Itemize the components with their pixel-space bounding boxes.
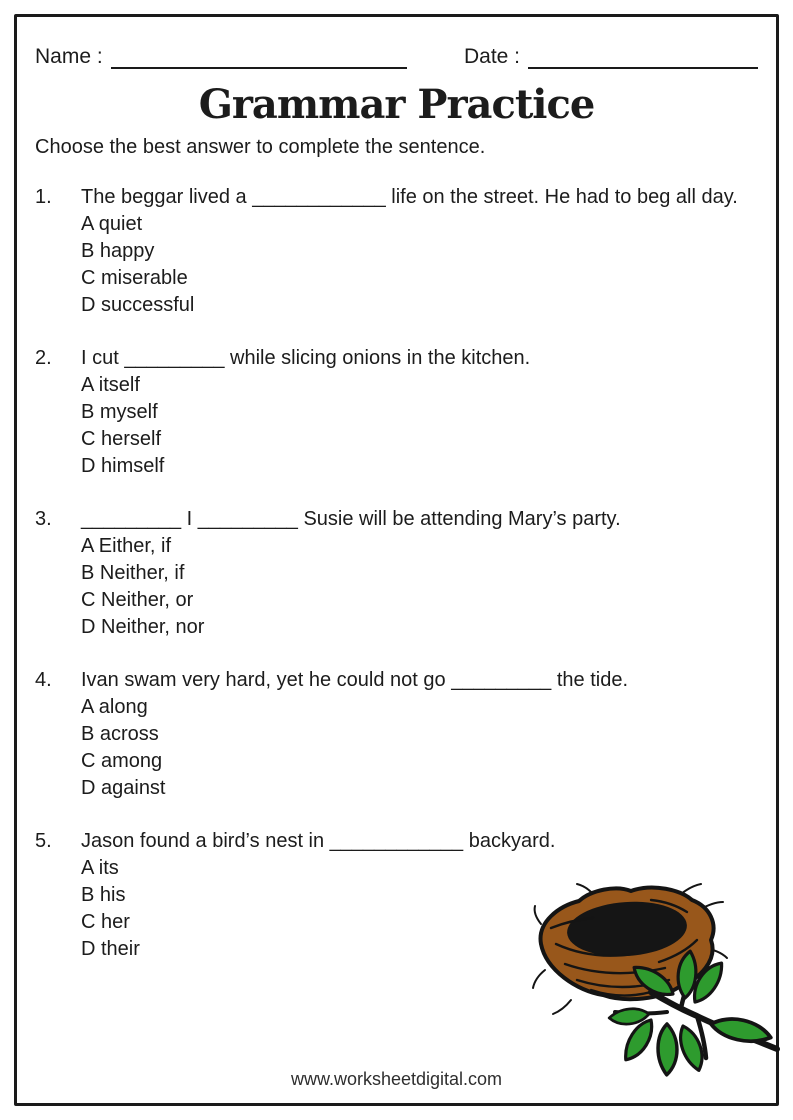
- option-line-a: A its: [81, 857, 119, 879]
- question-text: The beggar lived a ____________ life on the street. He had to beg all day.: [81, 186, 738, 208]
- option-line-d: D against: [81, 777, 166, 799]
- option-line-a: A quiet: [81, 213, 143, 235]
- instruction-text: Choose the best answer to complete the sentence.: [35, 136, 486, 158]
- name-blank-line: [111, 47, 407, 69]
- question-text: Jason found a bird’s nest in ____________ backyard.: [81, 830, 556, 852]
- page-title: Grammar Practice: [198, 81, 595, 128]
- footer-url: www.worksheetdigital.com: [290, 1069, 503, 1089]
- question-body: [81, 506, 758, 641]
- question-item-3: [35, 506, 758, 641]
- question-item-4: [35, 667, 758, 802]
- question-text: Ivan swam very hard, yet he could not go _________ the tide.: [81, 669, 629, 691]
- option-line-d: D Neither, nor: [81, 616, 205, 638]
- option-line-a: A Either, if: [81, 535, 172, 557]
- question-body: [81, 667, 758, 802]
- option-line-a: A along: [81, 696, 148, 718]
- option-line-a: A itself: [81, 374, 140, 396]
- date-blank-line: [528, 47, 758, 69]
- option-line-d: D their: [81, 938, 140, 960]
- header-row: [35, 45, 758, 69]
- date-field: [464, 45, 758, 69]
- question-number: 1.: [35, 186, 52, 208]
- option-line-b: B myself: [81, 401, 158, 423]
- question-item-1: [35, 184, 758, 319]
- option-line-c: C herself: [81, 428, 162, 450]
- date-label: Date :: [463, 45, 520, 68]
- question-text: I cut _________ while slicing onions in the kitchen.: [81, 347, 531, 369]
- option-line-c: C Neither, or: [81, 589, 194, 611]
- question-list: [35, 184, 758, 963]
- bird-nest-illustration: [531, 882, 781, 1080]
- option-line-d: D himself: [81, 455, 165, 477]
- name-field: [35, 45, 407, 69]
- leaf-icon: [656, 1023, 679, 1075]
- question-number: 2.: [35, 347, 52, 369]
- question-number: 3.: [35, 508, 52, 530]
- option-line-b: B Neither, if: [81, 562, 185, 584]
- question-body: [81, 184, 758, 319]
- question-number: 4.: [35, 669, 52, 691]
- option-line-c: C her: [81, 911, 130, 933]
- page-content: [35, 14, 758, 989]
- option-line-c: C among: [81, 750, 163, 772]
- question-number: 5.: [35, 830, 52, 852]
- question-body: [81, 345, 758, 480]
- question-item-2: [35, 345, 758, 480]
- option-line-d: D successful: [81, 294, 195, 316]
- option-line-b: B happy: [81, 240, 155, 262]
- name-label: Name :: [35, 45, 103, 68]
- option-line-b: B his: [81, 884, 126, 906]
- option-line-c: C miserable: [81, 267, 188, 289]
- option-line-b: B across: [81, 723, 159, 745]
- question-text: _________ I _________ Susie will be attending Mary’s party.: [81, 508, 621, 530]
